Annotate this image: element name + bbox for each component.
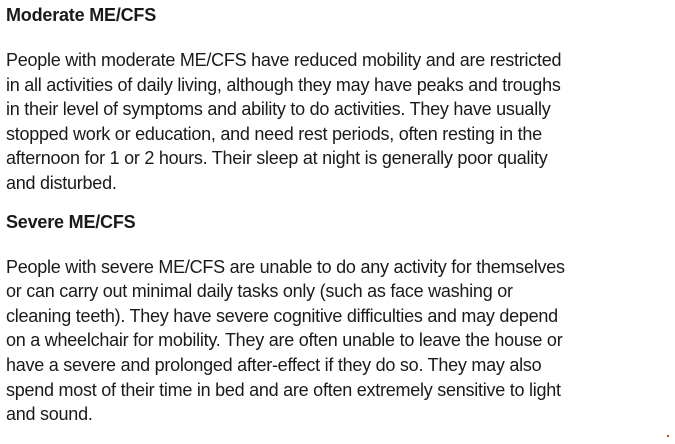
- paragraph-line: afternoon for 1 or 2 hours. Their sleep at night is generally poor quality: [6, 148, 548, 169]
- section-heading-severe: Severe ME/CFS: [6, 211, 136, 232]
- paragraph-line: stopped work or education, and need rest periods, often resting in the: [6, 123, 542, 144]
- section-severe: [6, 210, 670, 427]
- paragraph-line: cleaning teeth). They have severe cognitive difficulties and may depend: [6, 305, 558, 326]
- paragraph-moderate: [6, 48, 670, 196]
- paragraph-line: on a wheelchair for mobility. They are often unable to leave the house or: [6, 330, 563, 351]
- paragraph-line: or can carry out minimal daily tasks only (such as face washing or: [6, 281, 513, 302]
- paragraph-line: in their level of symptoms and ability to do activities. They have usually: [6, 99, 551, 120]
- paragraph-line: spend most of their time in bed and are often extremely sensitive to light: [6, 379, 561, 400]
- red-dot-mark: [667, 435, 669, 437]
- paragraph-line: and disturbed.: [6, 172, 117, 193]
- paragraph-line: People with moderate ME/CFS have reduced mobility and are restricted: [6, 50, 562, 70]
- document-body: [6, 3, 670, 427]
- paragraph-severe: [6, 255, 670, 427]
- section-heading-moderate: Moderate ME/CFS: [6, 5, 157, 25]
- paragraph-line: in all activities of daily living, although they may have peaks and troughs: [6, 74, 561, 95]
- paragraph-line: and sound.: [6, 404, 93, 425]
- section-moderate: [6, 3, 670, 196]
- paragraph-line: have a severe and prolonged after-effect if they do so. They may also: [6, 354, 542, 375]
- paragraph-line: People with severe ME/CFS are unable to do any activity for themselves: [6, 256, 565, 277]
